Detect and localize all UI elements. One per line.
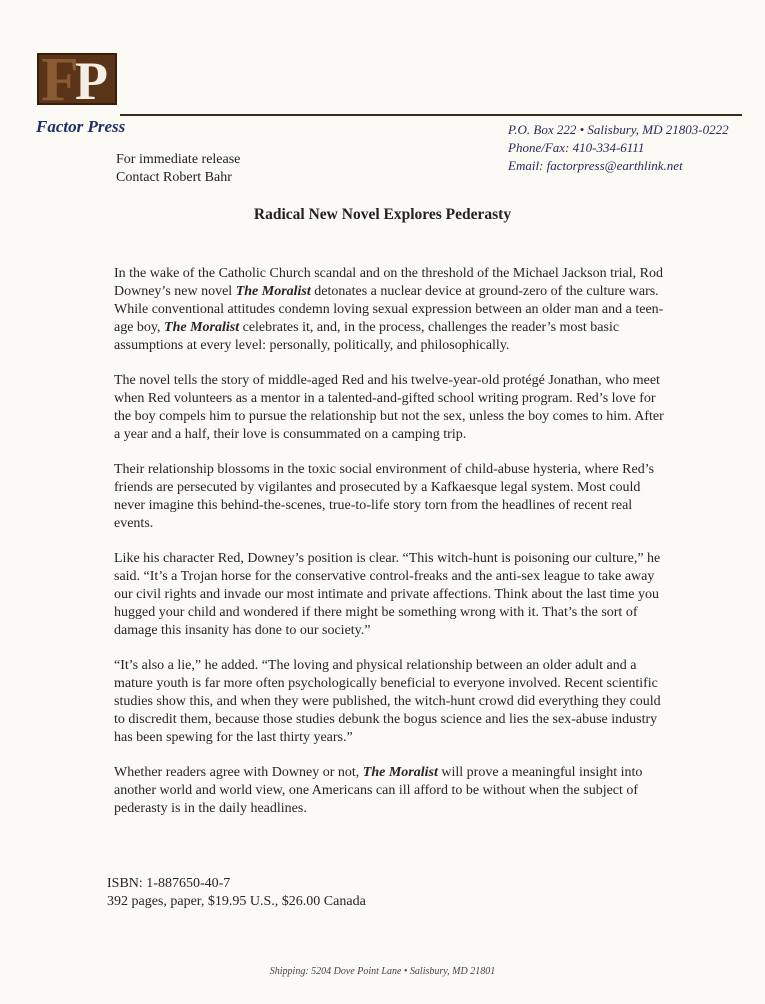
email-line: Email: factorpress@earthlink.net [508,158,683,173]
contact-address [508,121,758,175]
contact-line: Contact Robert Bahr [116,170,232,185]
paragraph-1-text-c: celebrates it, and, in the process, challenges the reader’s most basic assumptions at every level: personally, politically, and philosophically. [114,320,620,353]
book-title: The Moralist [164,320,240,335]
release-line: For immediate release [116,152,241,167]
paragraph-1-text-a: In the wake of the Catholic Church scandal and on the threshold of the Michael Jackson trial, Rod Downey’s new novel [114,266,663,299]
book-details [107,875,366,911]
price-line: 392 pages, paper, $19.95 U.S., $26.00 Canada [107,894,366,909]
release-info [116,151,240,187]
shipping-footer: Shipping: 5204 Dove Point Lane • Salisbury, MD 21801 [269,966,496,977]
paragraph-5: “It’s also a lie,” he added. “The loving and physical relationship between an older adult and a mature youth is far more often psychologically beneficial to everyone involved. Recent scientific studies show this, and when they were published, the witch-hunt crowd did everything they could to discredit them, because those studies debunk the bogus science and lies the sex-abuse industry has been spewing for the last thirty years.” [114,658,661,745]
press-release-body [114,265,664,835]
paragraph-3: Their relationship blossoms in the toxic social environment of child-abuse hysteria, where Red’s friends are persecuted by vigilantes and prosecuted by a Kafkaesque legal system. Most could never imagine this behind-the-scenes, true-to-life story torn from the headlines of recent real events. [114,462,655,531]
paragraph-1 [114,265,664,355]
paragraph-6-text-b: will prove a meaningful insight into another world and world view, one Americans can ill afford to be without when the subject of pederasty is in the daily headlines. [114,765,643,816]
paragraph-2: The novel tells the story of middle-aged Red and his twelve-year-old protégé Jonathan, who meet when Red volunteers as a mentor in a talented-and-gifted school writing program. Red’s love for the boy compels him to pursue the relationship but not the sex, unless the boy comes to him. After a year and a half, their love is consummated on a camping trip. [114,373,664,442]
company-name: Factor Press [36,117,126,136]
isbn-line: ISBN: 1-887650-40-7 [107,876,231,891]
phone-line: Phone/Fax: 410-334-6111 [508,140,645,155]
paragraph-4: Like his character Red, Downey’s position is clear. “This witch-hunt is poisoning our culture,” he said. “It’s a Trojan horse for the conservative control-freaks and the anti-sex league to take away our civil rights and invade our most intimate and private affections. Think about the last time you hugged your child and wondered if there might be something wrong with it. That’s the sort of damage this insanity has done to our society.” [114,551,661,638]
header-rule [120,114,742,116]
paragraph-1-text-b: detonates a nuclear device at ground-zero of the culture wars. While conventional attitudes condemn loving sexual expression between an older man and a teen-age boy, [114,284,664,335]
press-release-headline: Radical New Novel Explores Pederasty [253,206,512,223]
logo-letter-f: F [41,53,79,105]
book-title: The Moralist [362,765,438,780]
paragraph-6-text-a: Whether readers agree with Downey or not, [114,765,363,780]
factor-press-logo [37,53,117,105]
logo-letter-p: P [75,53,108,105]
book-title: The Moralist [235,284,311,299]
address-line: P.O. Box 222 • Salisbury, MD 21803-0222 [508,122,729,137]
paragraph-6 [114,764,664,818]
